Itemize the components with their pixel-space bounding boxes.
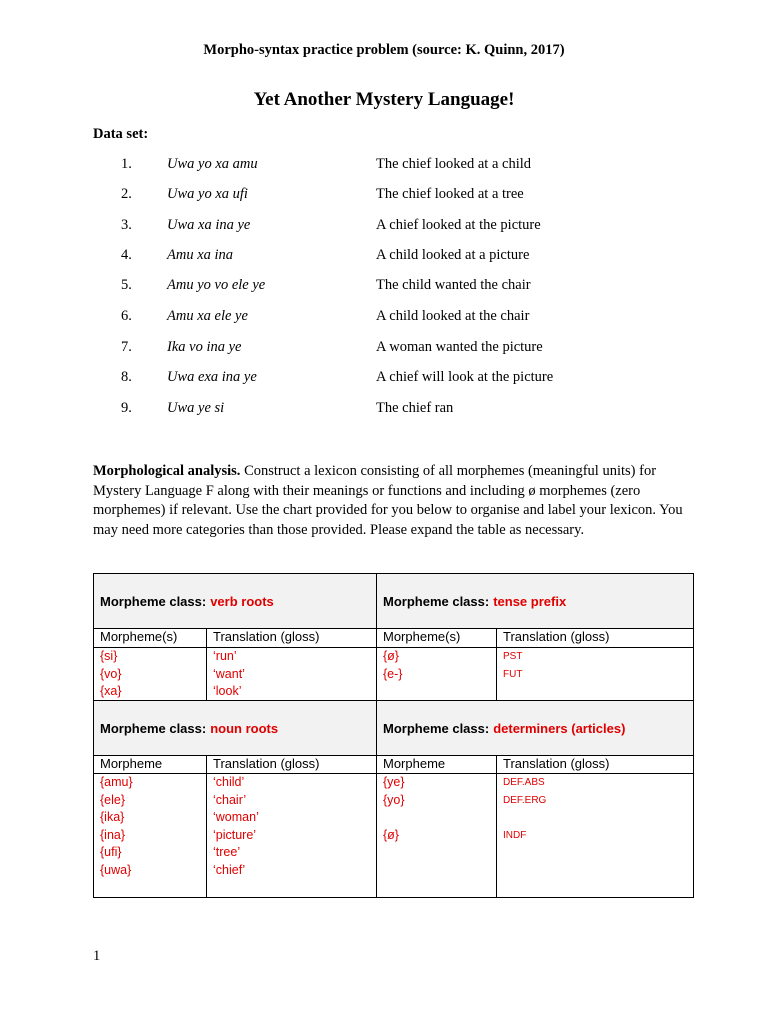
cell-entry [383, 809, 496, 827]
table-rule [496, 755, 497, 897]
class-header-det [377, 701, 693, 755]
class-header-verb [94, 574, 376, 628]
cell-entry: ‘tree’ [213, 845, 241, 859]
verb-glosses [207, 648, 376, 701]
dataset-translation: The chief looked at a tree [376, 186, 524, 202]
dataset-mystery-sentence: Uwa ye si [167, 400, 225, 416]
table-rule [94, 700, 693, 701]
dataset-number: 5. [121, 277, 132, 293]
dataset-mystery-sentence: Uwa yo xa ufi [167, 186, 248, 202]
dataset-translation: A child looked at a picture [376, 247, 530, 263]
dataset-label: Data set: [93, 126, 149, 142]
cell-entry: INDF [503, 829, 527, 841]
cell-entry: {ina} [100, 827, 126, 842]
class-prefix: Morpheme class: [383, 720, 490, 736]
verb-morphemes [94, 648, 206, 701]
dataset-number: 9. [121, 400, 132, 416]
cell-entry: ‘chief’ [213, 862, 246, 877]
noun-glosses [207, 774, 376, 879]
cell-entry: {ye} [383, 775, 405, 789]
dataset-number: 6. [121, 308, 132, 324]
class-header-tense [377, 574, 693, 628]
cell-entry: {vo} [100, 666, 122, 681]
dataset-translation: The chief looked at a child [376, 156, 532, 172]
dataset-number: 3. [121, 217, 132, 233]
morpheme-chart [93, 573, 694, 898]
dataset-translation: The child wanted the chair [376, 277, 531, 293]
dataset-number: 2. [121, 186, 132, 202]
dataset-mystery-sentence: Uwa yo xa amu [167, 156, 258, 172]
table-rule [94, 773, 693, 774]
cell-entry: {xa} [100, 684, 122, 698]
analysis-instructions [93, 462, 683, 540]
col-header-gloss: Translation (gloss) [503, 629, 610, 644]
col-header-morpheme: Morpheme(s) [383, 629, 461, 644]
cell-entry: {ufi} [100, 845, 122, 859]
cell-entry: ‘run’ [213, 649, 237, 663]
dataset-mystery-sentence: Amu yo vo ele ye [167, 277, 266, 293]
cell-entry: {ele} [100, 792, 126, 807]
cell-entry: {ika} [100, 810, 125, 824]
cell-entry: {ø} [383, 827, 399, 842]
cell-entry: DEF.ERG [503, 794, 547, 806]
page-header: Morpho-syntax practice problem (source: K. Quinn, 2017) [203, 42, 565, 58]
cell-entry: {si} [100, 649, 118, 663]
det-morphemes [377, 774, 496, 844]
class-prefix: Morpheme class: [383, 593, 490, 609]
cell-entry [503, 809, 693, 827]
dataset-number: 4. [121, 247, 132, 263]
table-rule [376, 574, 377, 897]
table-rule [94, 628, 693, 629]
col-header-gloss: Translation (gloss) [213, 629, 320, 644]
dataset-translation: The chief ran [376, 400, 454, 416]
noun-morphemes [94, 774, 206, 879]
cell-entry: {e-} [383, 666, 403, 681]
dataset-number: 7. [121, 339, 132, 355]
dataset-number: 8. [121, 369, 132, 385]
dataset-translation: A chief will look at the picture [376, 369, 554, 385]
cell-entry: {uwa} [100, 862, 132, 877]
dataset-mystery-sentence: Ika vo ina ye [167, 339, 242, 355]
cell-entry: ‘look’ [213, 684, 242, 698]
cell-entry: {amu} [100, 775, 133, 789]
cell-entry: ‘chair’ [213, 792, 247, 807]
col-header-gloss: Translation (gloss) [213, 756, 320, 771]
analysis-text: Construct a lexicon consisting of all morphemes (meaningful units) for Mystery Language F along with their meanings or functions and including ø morphemes (zero morphemes) if relevant. Use the chart provided for you below to organise and label your lexicon. You may need more categories than those provided. Please expand the table as necessary. [93, 463, 683, 538]
cell-entry: {yo} [383, 792, 405, 807]
col-header-morpheme: Morpheme [100, 756, 163, 771]
class-prefix: Morpheme class: [100, 720, 207, 736]
table-rule [206, 628, 207, 701]
cell-entry: ‘woman’ [213, 810, 259, 824]
table-rule [94, 647, 693, 648]
cell-entry: ‘picture’ [213, 827, 257, 842]
dataset-mystery-sentence: Uwa exa ina ye [167, 369, 257, 385]
col-header-morpheme: Morpheme [383, 756, 446, 771]
dataset-translation: A child looked at the chair [376, 308, 530, 324]
page-title: Yet Another Mystery Language! [253, 89, 515, 110]
page-number: 1 [93, 948, 101, 964]
dataset-mystery-sentence: Amu xa ele ye [167, 308, 248, 324]
table-rule [206, 755, 207, 897]
cell-entry: ‘child’ [213, 775, 245, 789]
col-header-morpheme: Morpheme(s) [100, 629, 178, 644]
dataset-translation: A chief looked at the picture [376, 217, 541, 233]
analysis-lead: Morphological analysis. [93, 463, 241, 479]
det-glosses [497, 774, 693, 844]
tense-morphemes [377, 648, 496, 683]
class-prefix: Morpheme class: [100, 593, 207, 609]
class-name-noun: noun roots [210, 720, 279, 736]
class-name-det: determiners (articles) [493, 720, 626, 736]
cell-entry: DEF.ABS [503, 777, 545, 788]
dataset-translation: A woman wanted the picture [376, 339, 543, 355]
dataset-number: 1. [121, 156, 132, 172]
col-header-gloss: Translation (gloss) [503, 756, 610, 771]
dataset-mystery-sentence: Uwa xa ina ye [167, 217, 251, 233]
cell-entry: ‘want’ [213, 666, 245, 681]
tense-glosses [497, 648, 693, 683]
table-rule [496, 628, 497, 701]
class-name-tense: tense prefix [493, 593, 567, 609]
class-header-noun [94, 701, 376, 755]
cell-entry: FUT [503, 668, 523, 680]
dataset-mystery-sentence: Amu xa ina [167, 247, 234, 263]
class-name-verb: verb roots [210, 593, 274, 609]
cell-entry: {ø} [383, 649, 399, 663]
cell-entry: PST [503, 651, 523, 662]
table-rule [94, 755, 693, 756]
